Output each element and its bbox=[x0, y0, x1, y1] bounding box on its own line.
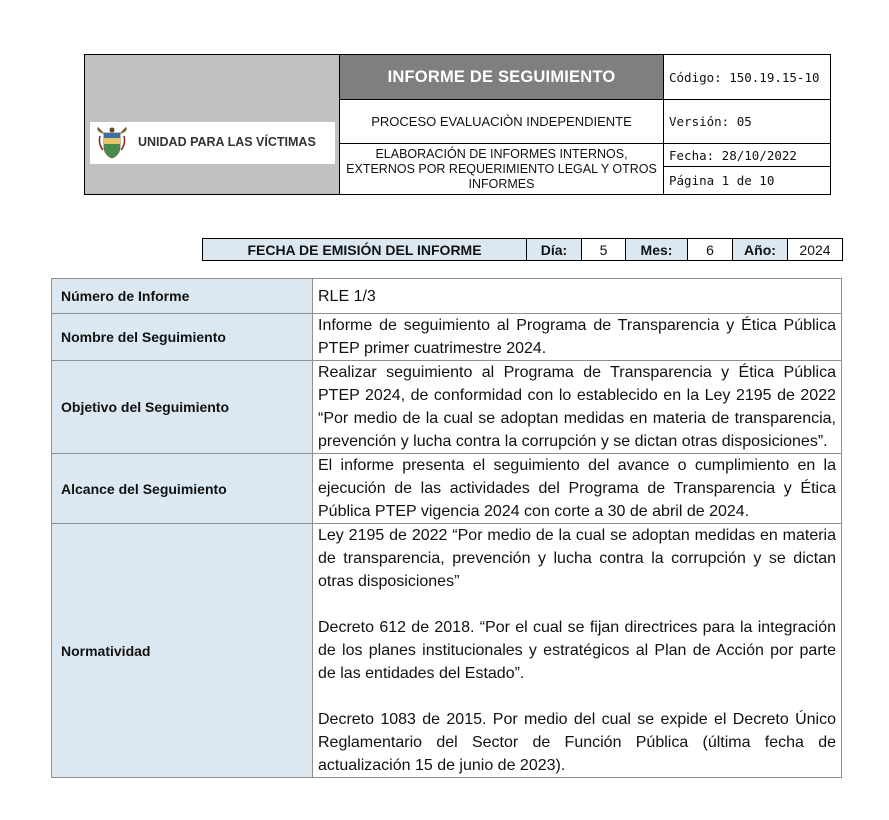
alcance-label: Alcance del Seguimiento bbox=[52, 454, 313, 524]
coat-of-arms-icon bbox=[96, 126, 128, 160]
logo-strip bbox=[90, 122, 335, 164]
table-row bbox=[52, 524, 842, 778]
alcance-value: El informe presenta el seguimiento del avance o cumplimiento en la ejecución de las actividades del Programa de Transparencia y Ética Pública PTEP vigencia 2024 con corte a 30 de abril de 2024. bbox=[313, 454, 842, 524]
process-name: PROCESO EVALUACIÒN INDEPENDIENTE bbox=[340, 100, 664, 144]
norm-decreto-612: Decreto 612 de 2018. “Por el cual se fijan directrices para la integración de los planes institucionales y estratégicos al Plan de Acción por parte de las entidades del Estado”. bbox=[318, 619, 836, 682]
table-row bbox=[52, 454, 842, 524]
normatividad-label: Normatividad bbox=[52, 524, 313, 778]
logo-cell bbox=[85, 55, 340, 194]
numero-value: RLE 1/3 bbox=[313, 279, 842, 314]
month-label: Mes: bbox=[626, 238, 688, 261]
table-row bbox=[52, 361, 842, 454]
year-value: 2024 bbox=[788, 238, 843, 261]
norm-ley-2195: Ley 2195 de 2022 “Por medio de la cual se adoptan medidas en materia de transparencia, prevención y lucha contra la corrupción y se dictan otras disposiciones” bbox=[318, 527, 836, 590]
nombre-value: Informe de seguimiento al Programa de Transparencia y Ética Pública PTEP primer cuatrimestre 2024. bbox=[313, 314, 842, 361]
page-number: Página 1 de 10 bbox=[669, 173, 775, 188]
year-label: Año: bbox=[733, 238, 788, 261]
objetivo-value: Realizar seguimiento al Programa de Transparencia y Ética Pública PTEP 2024, de conformidad con lo establecido en la Ley 2195 de 2022 “Por medio de la cual se adoptan medidas en materia de transparencia, prevención y lucha contra la corrupción y se dictan otras disposiciones”. bbox=[313, 361, 842, 454]
month-value: 6 bbox=[688, 238, 733, 261]
document-version: Versión: 05 bbox=[664, 100, 830, 144]
day-label: Día: bbox=[527, 238, 582, 261]
elaboration-text: ELABORACIÓN DE INFORMES INTERNOS, EXTERNOS POR REQUERIMIENTO LEGAL Y OTROS INFORMES bbox=[340, 144, 664, 194]
document-date: Fecha: 28/10/2022 bbox=[664, 144, 830, 167]
nombre-label: Nombre del Seguimiento bbox=[52, 314, 313, 361]
day-value: 5 bbox=[582, 238, 626, 261]
report-info-table bbox=[51, 278, 842, 778]
normatividad-value bbox=[313, 524, 842, 778]
document-header bbox=[84, 54, 831, 195]
table-row bbox=[52, 314, 842, 361]
document-code: Código: 150.19.15-10 bbox=[664, 55, 830, 100]
norm-decreto-1083: Decreto 1083 de 2015. Por medio del cual se expide el Decreto Único Reglamentario del Sector de Función Pública (última fecha de actualización 15 de junio de 2023). bbox=[318, 711, 836, 774]
report-title: INFORME DE SEGUIMIENTO bbox=[340, 55, 664, 100]
objetivo-label: Objetivo del Seguimiento bbox=[52, 361, 313, 454]
numero-label: Número de Informe bbox=[52, 279, 313, 314]
table-row bbox=[52, 279, 842, 314]
emission-date-label: FECHA DE EMISIÓN DEL INFORME bbox=[202, 238, 527, 261]
unit-name: UNIDAD PARA LAS VÍCTIMAS bbox=[138, 135, 316, 149]
